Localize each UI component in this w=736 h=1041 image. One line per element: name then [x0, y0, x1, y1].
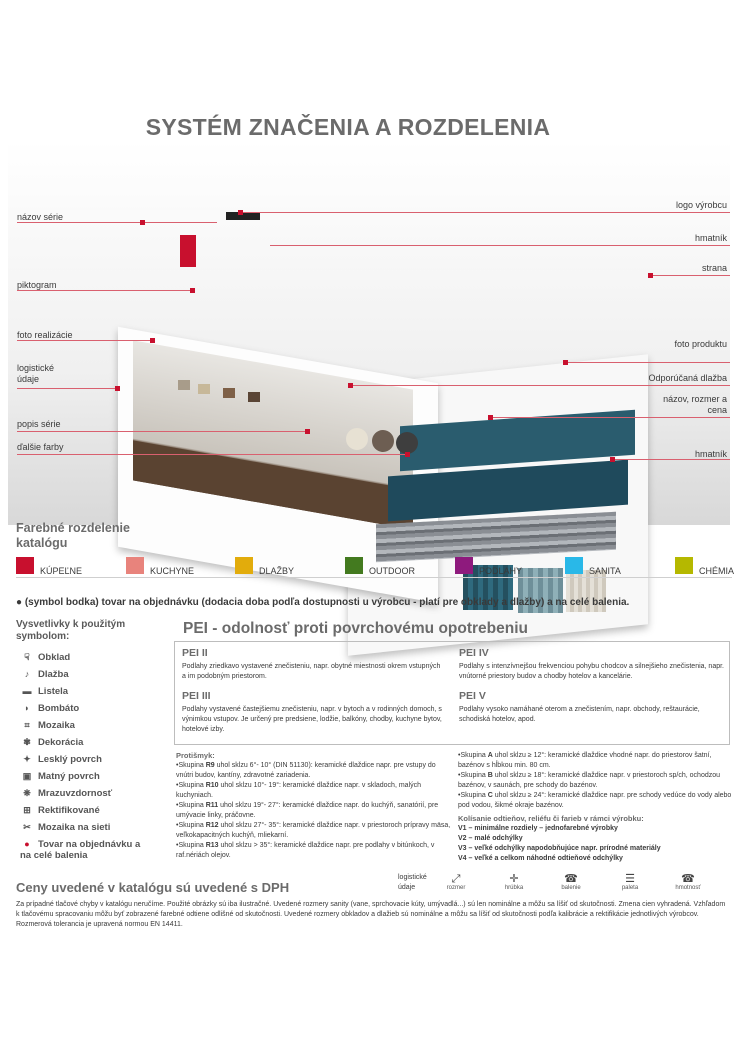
callout-line: [350, 385, 730, 386]
callout-logistics: logistické údaje: [17, 363, 55, 384]
legend-item: [20, 822, 110, 833]
logistics-icon-label: balenie: [561, 885, 581, 891]
logistics-icon-package: [556, 873, 586, 891]
legend-label: Rektifikované: [38, 805, 100, 816]
legend-label: Lesklý povrch: [38, 754, 102, 765]
package-icon: ☎: [564, 873, 578, 885]
category-color: [235, 557, 253, 574]
category-bathrooms: [16, 557, 116, 577]
callout-line: [17, 340, 152, 341]
legend-title: Vysvetlivky k použitým symbolom:: [16, 619, 126, 642]
callout-manufacturer-logo: logo výrobcu: [675, 200, 727, 210]
marker-dot: [140, 220, 145, 225]
category-kitchens: [126, 557, 226, 577]
pei-class-name: PEI II: [182, 647, 208, 659]
callout-line: [490, 417, 730, 418]
mesh-icon: ✂: [23, 822, 31, 832]
legend-label: Dlažba: [38, 669, 69, 680]
category-color: [565, 557, 583, 574]
category-label: DLAŽBY: [259, 566, 295, 576]
callout-line: [17, 454, 407, 455]
logistics-icon-label: hmotnosť: [675, 885, 701, 891]
prices-note: Ceny uvedené v katalógu sú uvedené s DPH: [16, 880, 290, 895]
size-arrows-icon: ⤢: [451, 873, 461, 885]
legend-item: [20, 669, 69, 680]
decor-icon: ✾: [23, 737, 31, 747]
logistics-icon-pallet: [615, 873, 645, 891]
marker-dot: [648, 273, 653, 278]
legend-label: Mozaika: [38, 720, 75, 731]
legend-item: [20, 839, 150, 861]
glossy-icon: ✦: [23, 754, 31, 764]
legend-item: [20, 720, 75, 731]
legend-item: [20, 754, 102, 765]
legend-label: Obklad: [38, 652, 71, 663]
antislip-heading: Protišmyk:: [176, 751, 215, 760]
color-swatch: [178, 380, 190, 390]
legend-label: Dekorácia: [38, 737, 84, 748]
marker-dot: [488, 415, 493, 420]
color-swatch: [223, 388, 235, 398]
callout-line: [17, 388, 117, 389]
antislip-item: •Skupina R13 uhol sklzu > 35°: keramické dlaždice napr. pre podlahy v bitúnkoch, v raf.nériách olejov.: [176, 842, 435, 859]
legend-item: [20, 652, 70, 663]
color-sample-1: [346, 428, 368, 450]
catalog-heading: Farebné rozdelenie katalógu: [16, 521, 130, 550]
callout-product-photo: foto produktu: [674, 339, 727, 349]
antislip-section: [176, 751, 451, 861]
matte-icon: ▣: [22, 771, 32, 781]
legend-item: [20, 686, 68, 697]
color-sample-2: [372, 430, 394, 452]
page-title: SYSTÉM ZNAČENIA A ROZDELENIA: [145, 114, 551, 140]
pei-class-text: Podlahy s intenzívnejšou frekvenciou pohybu chodcov a silnejšieho znečistenia, napr. vnútorné priestory budov a chodby hotelov a kancelárie.: [459, 663, 724, 680]
pei-class-text: Podlahy vysoko namáhané oterom a znečistením, napr. obchody, reštaurácie, schodiská hotelov, apod.: [459, 706, 700, 723]
logistics-icon-label: hrúbka: [504, 885, 524, 891]
pei-class-name: PEI V: [459, 690, 486, 702]
group-item: •Skupina B uhol sklzu ≥ 18°: keramické dlaždice napr. v priestoroch sp/ch, ochodzou bazénov, v saunách, pre schody do bazénov.: [458, 772, 721, 789]
antislip-item: •Skupina R11 uhol sklzu 19°- 27°: keramické dlaždice napr. do kuchýň, sanatórií, pre umývacie linky, práčovne.: [176, 802, 439, 819]
marker-dot: [348, 383, 353, 388]
pei-class-text: Podlahy vystavené častejšiemu znečisteniu, napr. v bytoch a v rodinných domoch, s výnimkou vstupov. Je určený pre predsiene, lodžie, balkóny, chodby, kuchyne bytov, hotelové izby.: [182, 706, 442, 733]
callout-line: [17, 222, 217, 223]
category-label: CHÉMIA: [699, 566, 735, 576]
callout-line: [565, 362, 730, 363]
marker-dot: [610, 457, 615, 462]
logistics-label: logistické údaje: [398, 874, 427, 891]
variation-heading: Kolísanie odtieňov, reliéfu či farieb v rámci výrobku:: [458, 814, 644, 823]
pei-title: PEI - odolnosť proti povrchovému opotrebeniu: [183, 620, 528, 637]
pei-class-name: PEI IV: [459, 647, 489, 659]
variation-item: V1 – minimálne rozdiely – jednofarebné výrobky: [458, 825, 618, 832]
category-label: PODLAHY: [479, 566, 523, 576]
category-sanitary: [565, 557, 665, 577]
marker-dot: [150, 338, 155, 343]
antislip-item: •Skupina R12 uhol sklzu 27°- 35°: keramické dlaždice napr. v priestoroch prípravy mäsa, veľkokapacitných kuchýň, mliekarní.: [176, 822, 451, 839]
weight-icon: ☎: [681, 873, 695, 885]
callout-tab-1: hmatník: [694, 233, 727, 243]
floor-tile-icon: ♪: [24, 669, 30, 679]
legend-label: Mrazuvzdornosť: [38, 788, 113, 799]
logistics-icon-label: rozmer: [446, 885, 466, 891]
legend-item: [20, 788, 112, 799]
mosaic-icon: ⌗: [24, 720, 30, 730]
pei-class-text: Podlahy zriedkavo vystavené znečisteniu, napr. obytné miestnosti okrem vstupných a im podobným priestorom.: [182, 663, 441, 680]
color-sample-3: [396, 432, 418, 454]
logistics-icon-weight: [670, 873, 706, 891]
marker-dot: [305, 429, 310, 434]
groups-section: [458, 751, 733, 864]
pallet-icon: ☰: [625, 873, 635, 885]
order-note: ● (symbol bodka) tovar na objednávku (dodacia doba podľa dostupnosti u výrobcu - platí pre obklady a dlažby) a na celé balenia.: [16, 597, 630, 608]
category-label: KÚPEĽNE: [40, 566, 83, 576]
legend-label: Tovar na objednávku a na celé balenia: [20, 839, 141, 861]
marker-dot: [563, 360, 568, 365]
category-label: OUTDOOR: [369, 566, 415, 576]
variation-item: V4 – veľké a celkom náhodné odtieňové odchýlky: [458, 855, 623, 862]
legend-label: Bombáto: [38, 703, 80, 714]
legend-item: [20, 703, 79, 714]
callout-line: [17, 290, 192, 291]
legend-item: [20, 805, 100, 816]
category-color: [126, 557, 144, 574]
callout-series-name: názov série: [17, 212, 64, 222]
category-color: [16, 557, 34, 574]
tile-wall-icon: ☟: [24, 652, 30, 662]
callout-other-colors: ďalšie farby: [17, 442, 64, 452]
group-item: •Skupina A uhol sklzu ≥ 12°: keramické dlaždice vhodné napr. do priestorov šatní, bazénov s hĺbkou min. 80 cm.: [458, 752, 712, 769]
callout-line: [270, 245, 730, 246]
callout-name-size-price: názov, rozmer a cena: [663, 394, 727, 415]
callout-line: [17, 431, 307, 432]
bombato-icon: ◗: [24, 703, 30, 713]
category-floors: [455, 557, 555, 577]
marker-dot: [115, 386, 120, 391]
variation-item: V2 – malé odchýlky: [458, 835, 523, 842]
group-item: •Skupina C uhol sklzu ≥ 24°: keramické dlaždice napr. pre schody vedúce do vody alebo pod vodou, šikmé okraje bazénov.: [458, 792, 732, 809]
catalog-photo: [8, 140, 730, 525]
logistics-icon-label: paleta: [621, 885, 639, 891]
category-label: SANITA: [589, 566, 621, 576]
category-floor-tiles: [235, 557, 335, 577]
category-color: [345, 557, 363, 574]
marker-dot: [405, 452, 410, 457]
logistics-icon-size: [441, 873, 471, 891]
footer-disclaimer: Za prípadné tlačové chyby v katalógu neručíme. Použité obrázky sú iba ilustračné. Uvedené rozmery sanity (vane, sprchovacie kúty, umývadlá...) sú len nominálne a môžu sa líšiť od skutočnosti. Zmena cien vyhradená. Vzhľadom k tlačovému spracovaniu môžu byť zobrazené farebné odtiene odlišné od skutočnosti. Uvedené rozmery obkladov a dlažieb sú nominálne a môžu sa líšiť od skutočnosti podľa kalibrácie a rektifikácie jednotlivých výrobcov. Rozmerová tolerancia je upravená normou EN 14411.: [16, 901, 726, 928]
callout-tab-2: hmatník: [694, 449, 727, 459]
legend-label: Mozaika na sieti: [38, 822, 111, 833]
rectified-icon: ⊞: [23, 805, 31, 815]
marker-dot: [238, 210, 243, 215]
category-chemistry: [675, 557, 735, 577]
callout-pictogram: piktogram: [17, 280, 57, 290]
antislip-item: •Skupina R9 uhol sklzu 6°- 10° (DIN 51130): keramické dlaždice napr. pre vstupy do vnútri budov, kantíny, zdravotné zariadenia.: [176, 762, 436, 779]
category-outdoor: [345, 557, 445, 577]
callout-line: [240, 212, 730, 213]
divider: [16, 577, 732, 578]
callout-series-description: popis série: [17, 419, 61, 429]
legend-item: [20, 771, 100, 782]
pei-class-name: PEI III: [182, 690, 211, 702]
strip-icon: ▬: [22, 686, 32, 696]
category-color: [455, 557, 473, 574]
category-color: [675, 557, 693, 574]
color-swatch: [198, 384, 210, 394]
callout-line: [612, 459, 730, 460]
thickness-icon: ✛: [509, 873, 519, 885]
legend-item: [20, 737, 83, 748]
variation-item: V3 – veľké odchýlky napodobňujúce napr. prírodné materiály: [458, 845, 661, 852]
brand-logo-badge: [226, 212, 260, 220]
series-red-tag: [180, 235, 196, 267]
color-swatch: [248, 392, 260, 402]
callout-photo-realization: foto realizácie: [17, 330, 73, 340]
logistics-icon-thickness: [499, 873, 529, 891]
order-dot-icon: ●: [24, 839, 30, 849]
callout-page: strana: [701, 263, 727, 273]
category-label: KUCHYNE: [150, 566, 195, 576]
callout-recommended-floor: Odporúčaná dlažba: [648, 373, 727, 383]
legend-label: Listela: [38, 686, 69, 697]
marker-dot: [190, 288, 195, 293]
legend-label: Matný povrch: [38, 771, 100, 782]
callout-line: [650, 275, 730, 276]
antislip-item: •Skupina R10 uhol sklzu 10°- 19°: keramické dlaždice napr. v skladoch, malých kuchyniach.: [176, 782, 422, 799]
frost-icon: ❋: [23, 788, 31, 798]
